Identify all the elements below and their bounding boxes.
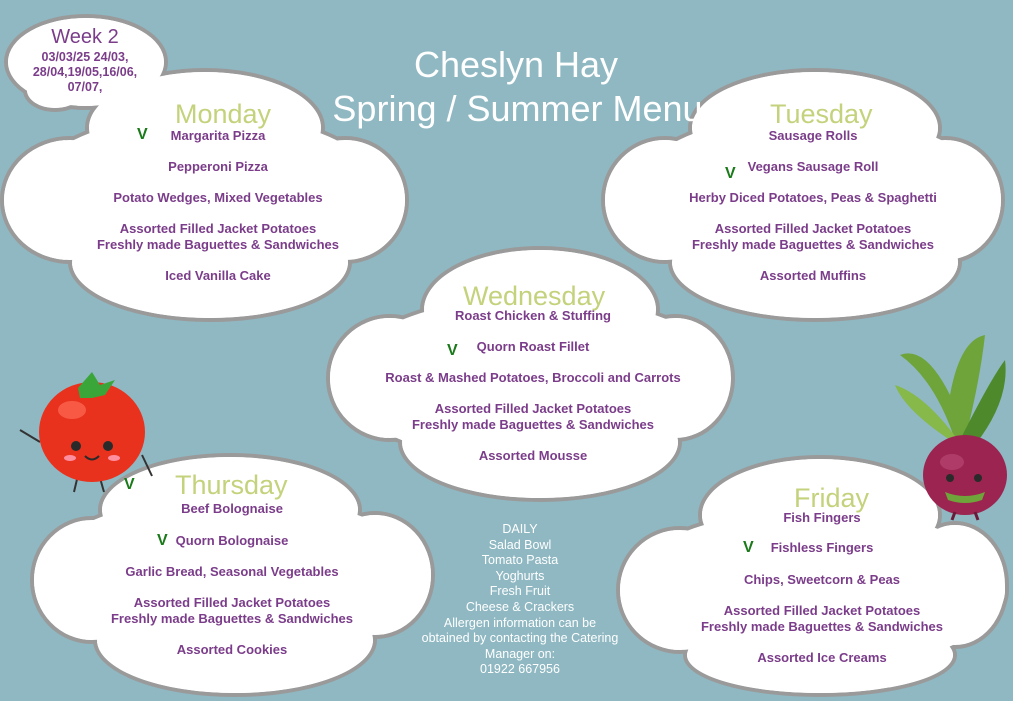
title-line1: Cheslyn Hay [413,44,619,85]
friday-item: Chips, Sweetcorn & Peas [743,572,901,587]
wednesday-item: Assorted Mousse [478,448,588,463]
wednesday-title: Wednesday [463,281,606,311]
monday-item: Assorted Filled Jacket Potatoes [119,221,317,236]
wednesday-item: Freshly made Baguettes & Sandwiches [411,417,655,432]
friday-item: Fishless Fingers [770,540,874,555]
thursday-item: Assorted Cookies [176,642,288,657]
tuesday-item: Vegans Sausage Roll [747,159,879,174]
tuesday-item: Herby Diced Potatoes, Peas & Spaghetti [689,190,937,205]
week-dates-line3: 07/07, [67,80,103,94]
thursday-title: Thursday [175,470,288,500]
tuesday-item: Freshly made Baguettes & Sandwiches [691,237,935,252]
wednesday-veg-marker: V [447,342,458,359]
thursday-veg-marker: V [157,532,168,549]
phone-number: 01922 667956 [480,662,560,677]
tuesday-title: Tuesday [770,99,873,129]
wednesday-item: Roast & Mashed Potatoes, Broccoli and Carrots [385,370,681,385]
monday-veg-marker: V [137,126,148,143]
wednesday-item: Roast Chicken & Stuffing [454,308,612,323]
daily-line: Yoghurts [495,568,545,583]
daily-heading: DAILY [502,522,538,536]
monday-item: Freshly made Baguettes & Sandwiches [96,237,340,252]
friday-item: Fish Fingers [783,510,861,525]
friday-veg-marker: V [743,539,754,556]
daily-line: Fresh Fruit [489,584,551,599]
tomato-veg-marker: V [124,476,135,493]
allergen-line: Manager on: [484,646,556,661]
daily-info [400,522,640,678]
tuesday-item: Sausage Rolls [768,128,858,143]
daily-line: Salad Bowl [488,537,552,552]
thursday-item: Assorted Filled Jacket Potatoes [133,595,331,610]
thursday-item: Freshly made Baguettes & Sandwiches [110,611,354,626]
tuesday-item: Assorted Muffins [759,268,867,283]
tuesday-veg-marker: V [725,165,736,182]
friday-item: Freshly made Baguettes & Sandwiches [700,619,944,634]
friday-item: Assorted Ice Creams [757,650,887,665]
monday-title: Monday [175,99,272,129]
week-dates-line1: 03/03/25 24/03, [41,50,129,64]
wednesday-item: Assorted Filled Jacket Potatoes [434,401,632,416]
week-label: Week 2 [51,26,119,48]
friday-item: Assorted Filled Jacket Potatoes [723,603,921,618]
tuesday-item: Assorted Filled Jacket Potatoes [714,221,912,236]
allergen-line: Allergen information can be [443,615,597,630]
daily-line: Cheese & Crackers [465,599,575,614]
monday-item: Potato Wedges, Mixed Vegetables [113,190,323,205]
friday-title: Friday [794,483,870,513]
thursday-item: Garlic Bread, Seasonal Vegetables [125,564,339,579]
monday-item: Margarita Pizza [170,128,266,143]
monday-item: Iced Vanilla Cake [165,268,271,283]
monday-item: Pepperoni Pizza [168,159,268,174]
thursday-item: Quorn Bolognaise [175,533,289,548]
thursday-item: Beef Bolognaise [181,501,283,516]
week-dates-line2: 28/04,19/05,16/06, [32,65,138,79]
wednesday-item: Quorn Roast Fillet [476,339,590,354]
title-line2: Spring / Summer Menu [332,88,703,129]
daily-line: Tomato Pasta [481,553,559,568]
allergen-line: obtained by contacting the Catering [421,631,619,646]
